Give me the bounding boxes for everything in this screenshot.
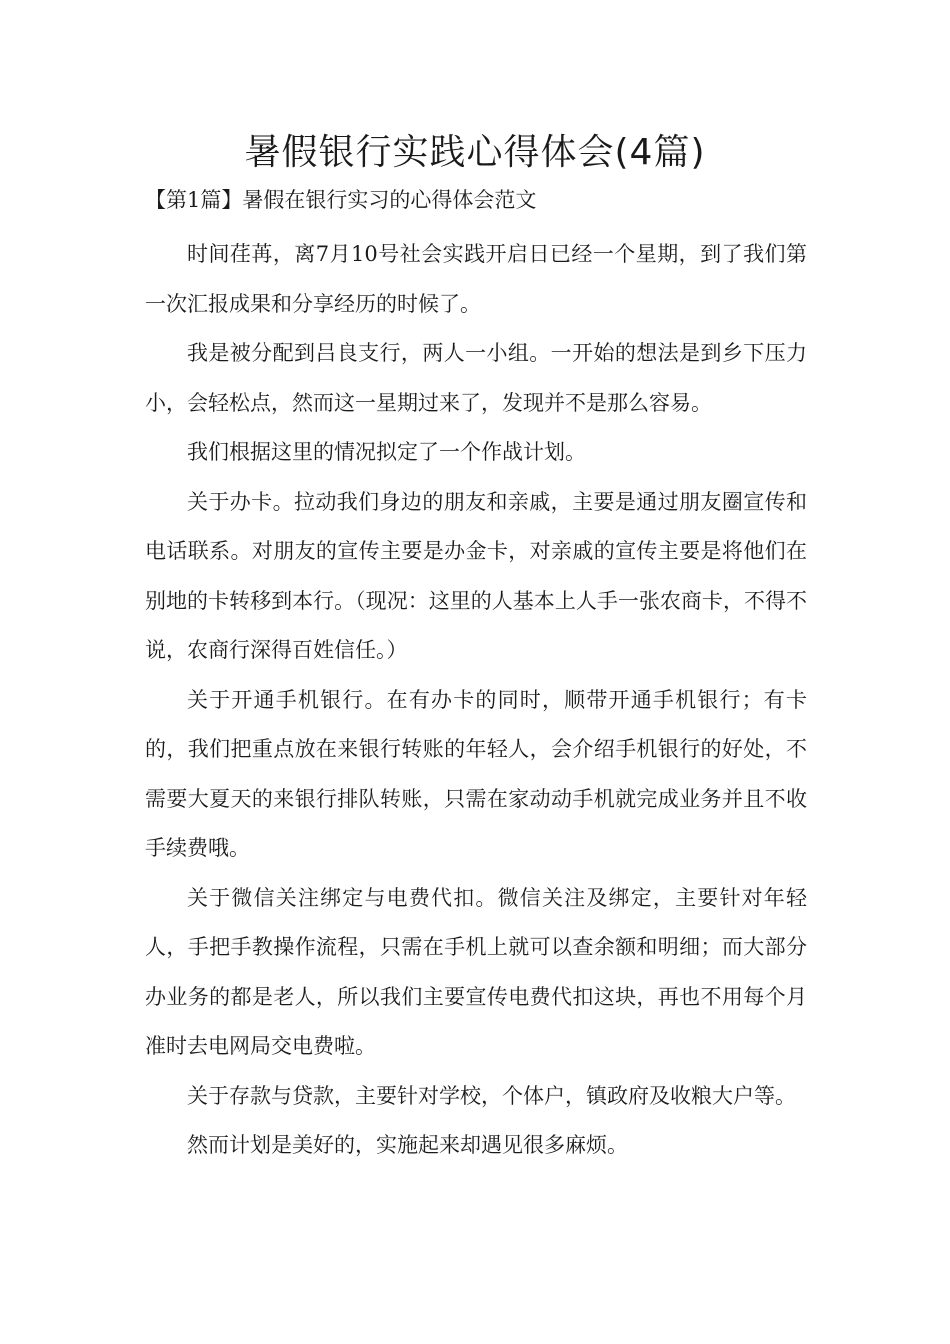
paragraph: 关于微信关注绑定与电费代扣。微信关注及绑定，主要针对年轻人，手把手教操作流程，只需在手机上就可以查余额和明细；而大部分办业务的都是老人，所以我们主要宣传电费代扣这块，再也不用每个月准时去电网局交电费啦。 (145, 885, 807, 1058)
document-title: 暑假银行实践心得体会(4篇) (244, 132, 706, 173)
paragraph: 时间荏苒，离7月10号社会实践开启日已经一个星期，到了我们第一次汇报成果和分享经历的时候了。 (145, 242, 807, 316)
section-heading: 【第1篇】暑假在银行实习的心得体会范文 (145, 188, 537, 212)
paragraph: 关于办卡。拉动我们身边的朋友和亲戚，主要是通过朋友圈宣传和电话联系。对朋友的宣传主要是办金卡，对亲戚的宣传主要是将他们在别地的卡转移到本行。（现况：这里的人基本上人手一张农商卡，不得不说，农商行深得百姓信任。） (145, 489, 807, 662)
paragraph: 然而计划是美好的，实施起来却遇见很多麻烦。 (187, 1133, 628, 1157)
paragraph: 关于存款与贷款，主要针对学校，个体户，镇政府及收粮大户等。 (187, 1083, 796, 1108)
paragraph: 关于开通手机银行。在有办卡的同时，顺带开通手机银行；有卡的，我们把重点放在来银行转账的年轻人，会介绍手机银行的好处，不需要大夏天的来银行排队转账，只需在家动动手机就完成业务并且不收手续费哦。 (145, 687, 807, 860)
document-body (145, 230, 807, 1171)
paragraph: 我们根据这里的情况拟定了一个作战计划。 (187, 440, 586, 464)
paragraph: 我是被分配到吕良支行，两人一小组。一开始的想法是到乡下压力小，会轻松点，然而这一星期过来了，发现并不是那么容易。 (145, 341, 807, 415)
